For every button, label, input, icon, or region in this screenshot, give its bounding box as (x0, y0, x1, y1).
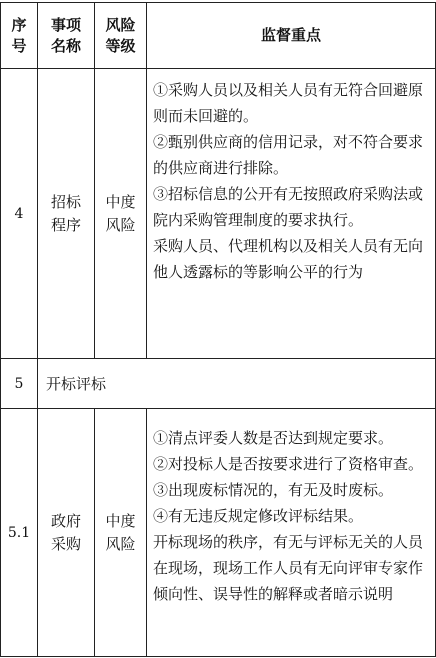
header-row (1, 3, 436, 69)
row-focus (147, 69, 436, 359)
header-focus (147, 3, 436, 69)
header-focus-label: 监督重点 (260, 26, 321, 44)
row-item (38, 409, 95, 657)
row-item-label: 政府采购 (50, 511, 81, 553)
focus-point: 采购人员、代理机构以及相关人员有无向他人透露标的等影响公平的行为 (153, 237, 424, 281)
row-index: 4 (1, 69, 38, 359)
header-risk-label: 风险等级 (105, 15, 136, 55)
row-risk (95, 409, 147, 657)
section-index: 5 (1, 359, 38, 409)
table-row (1, 409, 436, 657)
row-index: 5.1 (1, 409, 38, 657)
focus-point: ④有无违反规定修改评标结果。 (153, 507, 364, 525)
focus-point: ①清点评委人数是否达到规定要求。 (153, 429, 394, 447)
row-item (38, 69, 95, 359)
focus-point: 开标现场的秩序，有无与评标无关的人员在现场，现场工作人员有无向评审专家作倾向性、误导性的解释或者暗示说明 (153, 533, 424, 603)
focus-point: ②甄别供应商的信用记录，对不符合要求的供应商进行排除。 (153, 133, 424, 177)
focus-point: ①采购人员以及相关人员有无符合回避原则而未回避的。 (153, 81, 424, 125)
focus-point: ③出现废标情况的，有无及时废标。 (153, 481, 394, 499)
row-focus (147, 409, 436, 657)
header-index-label: 序号 (11, 15, 27, 55)
header-index (1, 3, 38, 69)
header-item (38, 3, 95, 69)
table-row (1, 69, 436, 359)
header-item-label: 事项名称 (50, 15, 81, 55)
row-item-label: 招标程序 (50, 192, 81, 234)
section-title: 开标评标 (38, 359, 436, 409)
section-row (1, 359, 436, 409)
row-risk-label: 中度风险 (105, 511, 136, 553)
focus-point: ③招标信息的公开有无按照政府采购法或院内采购管理制度的要求执行。 (153, 185, 424, 229)
focus-point: ②对投标人是否按要求进行了资格审查。 (153, 455, 424, 473)
header-risk (95, 3, 147, 69)
supervision-table (0, 2, 436, 657)
row-risk-label: 中度风险 (105, 192, 136, 234)
row-risk (95, 69, 147, 359)
